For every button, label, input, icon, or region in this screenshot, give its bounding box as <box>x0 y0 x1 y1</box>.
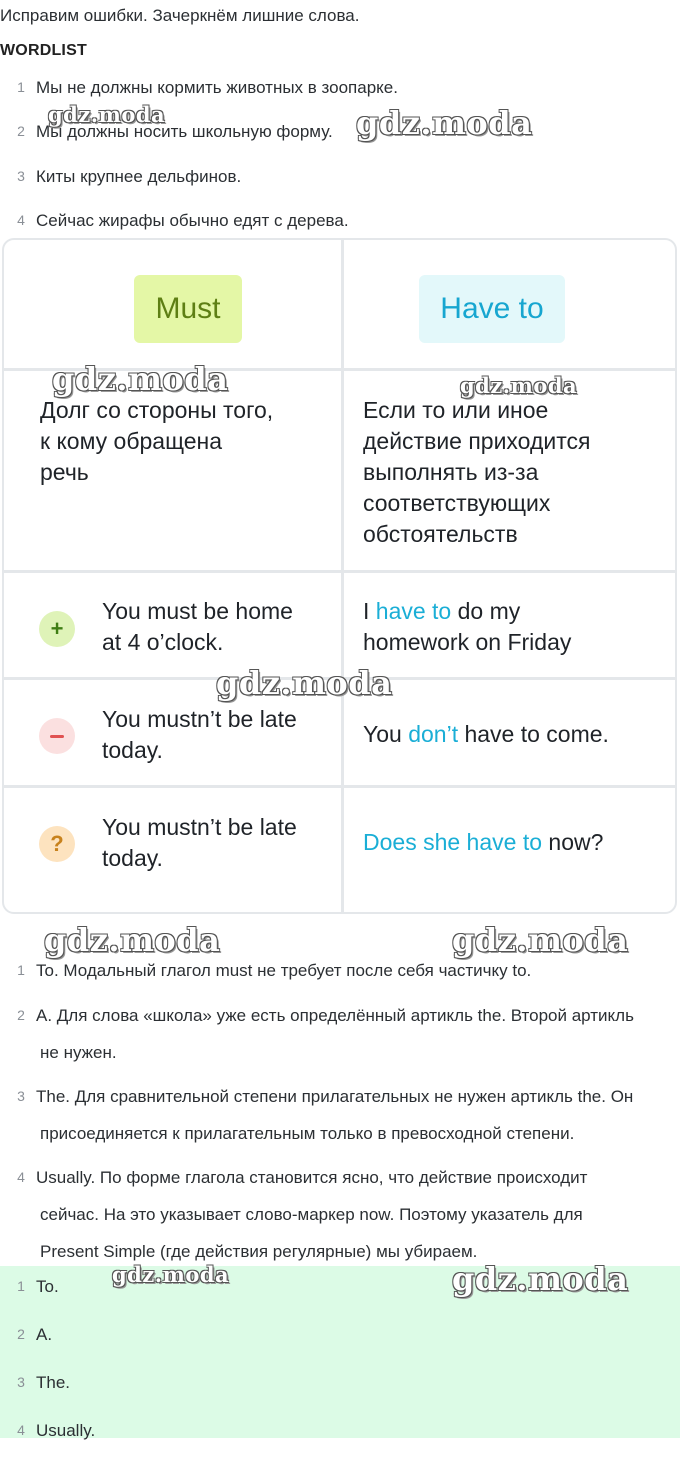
item-number: 2 <box>17 123 25 139</box>
text-line: речь <box>40 459 89 485</box>
text-line: The. Для сравнительной степени прилагательных не нужен артикль the. Он <box>36 1087 634 1106</box>
item-number: 1 <box>17 1278 25 1294</box>
have-to-header: Have to <box>419 275 565 343</box>
item-number: 4 <box>17 1422 25 1438</box>
text-line: действие приходится <box>363 428 591 454</box>
explanation-text <box>36 997 676 1071</box>
text-line: присоединяется к прилагательным только в превосходной степени. <box>40 1124 575 1143</box>
text-line: Usually. По форме глагола становится ясно, что действие происходит <box>36 1168 588 1187</box>
have-to-affirmative-example <box>363 596 571 658</box>
must-meaning <box>40 395 273 488</box>
item-number: 4 <box>17 212 25 228</box>
have-to-question-example <box>363 827 603 858</box>
watermark: gdz.moda <box>48 102 166 127</box>
answer-text: Usually. <box>36 1421 96 1440</box>
item-number: 2 <box>17 1326 25 1342</box>
watermark: gdz.moda <box>452 921 629 959</box>
text-line: Если то или иное <box>363 397 549 423</box>
text-fragment: I <box>363 598 376 624</box>
answer-text: A. <box>36 1325 53 1344</box>
text-fragment: do my <box>451 598 521 624</box>
text-line: You must be home <box>102 598 293 624</box>
minus-icon <box>39 718 75 754</box>
item-number: 3 <box>17 168 25 184</box>
item-number: 3 <box>17 1088 25 1104</box>
highlighted-phrase: have to <box>375 598 452 624</box>
explanation-text <box>36 1159 676 1270</box>
must-question-example <box>102 812 297 874</box>
highlighted-phrase: Does she have to <box>363 829 543 855</box>
text-line: homework on Friday <box>363 629 572 655</box>
plus-icon: + <box>39 611 75 647</box>
watermark: gdz.moda <box>112 1262 230 1287</box>
must-affirmative-example <box>102 596 293 658</box>
item-number: 1 <box>17 79 25 95</box>
question-icon: ? <box>39 826 75 862</box>
must-header: Must <box>134 275 242 343</box>
item-text: Сейчас жирафы обычно едят с дерева. <box>36 211 349 230</box>
highlighted-phrase: don’t <box>408 721 459 747</box>
text-line: соответствующих <box>363 490 551 516</box>
minus-bar <box>50 735 64 738</box>
row-divider <box>4 785 675 788</box>
text-line: Present Simple (где действия регулярные) мы убираем. <box>40 1242 478 1261</box>
have-to-negative-example <box>363 719 609 750</box>
row-divider <box>4 570 675 573</box>
text-line <box>363 596 571 627</box>
watermark: gdz.moda <box>44 921 221 959</box>
text-fragment: have to come. <box>458 721 609 747</box>
explanation-text <box>36 1078 676 1152</box>
text-line: To. Модальный глагол must не требует после себя частичку to. <box>36 961 532 980</box>
must-have-to-table <box>2 238 677 914</box>
watermark: gdz.moda <box>216 664 393 702</box>
text-line: выполнять из-за <box>363 459 539 485</box>
text-line: today. <box>102 737 163 763</box>
text-line: Долг со стороны того, <box>40 397 274 423</box>
item-text: Мы не должны кормить животных в зоопарке. <box>36 78 398 97</box>
have-to-meaning <box>363 395 590 550</box>
wordlist-title: WORDLIST <box>0 42 87 59</box>
answer-text: To. <box>36 1277 59 1296</box>
column-divider <box>341 240 344 912</box>
text-line: at 4 o’clock. <box>102 629 224 655</box>
item-text: Мы должны носить школьную форму. <box>36 122 333 141</box>
text-line: сейчас. На это указывает слово-маркер now. Поэтому указатель для <box>40 1205 583 1224</box>
text-fragment: now? <box>542 829 604 855</box>
answer-text: The. <box>36 1373 71 1392</box>
item-number: 2 <box>17 1007 25 1023</box>
text-line: обстоятельств <box>363 521 518 547</box>
text-fragment: You <box>363 721 409 747</box>
item-number: 1 <box>17 962 25 978</box>
text-line: А. Для слова «школа» уже есть определённый артикль the. Второй артикль <box>36 1006 634 1025</box>
watermark: gdz.moda <box>452 1260 629 1298</box>
watermark: gdz.moda <box>356 104 533 142</box>
text-line: today. <box>102 845 163 871</box>
text-line: You mustn’t be late <box>102 814 297 840</box>
text-line: не нужен. <box>40 1043 117 1062</box>
text-line: You mustn’t be late <box>102 706 297 732</box>
must-negative-example <box>102 704 297 766</box>
item-number: 3 <box>17 1374 25 1390</box>
item-number: 4 <box>17 1169 25 1185</box>
item-text: Киты крупнее дельфинов. <box>36 167 242 186</box>
watermark: gdz.moda <box>52 360 229 398</box>
text-line: к кому обращена <box>40 428 223 454</box>
task-instruction: Исправим ошибки. Зачеркнём лишние слова. <box>0 6 360 25</box>
watermark: gdz.moda <box>460 373 578 398</box>
